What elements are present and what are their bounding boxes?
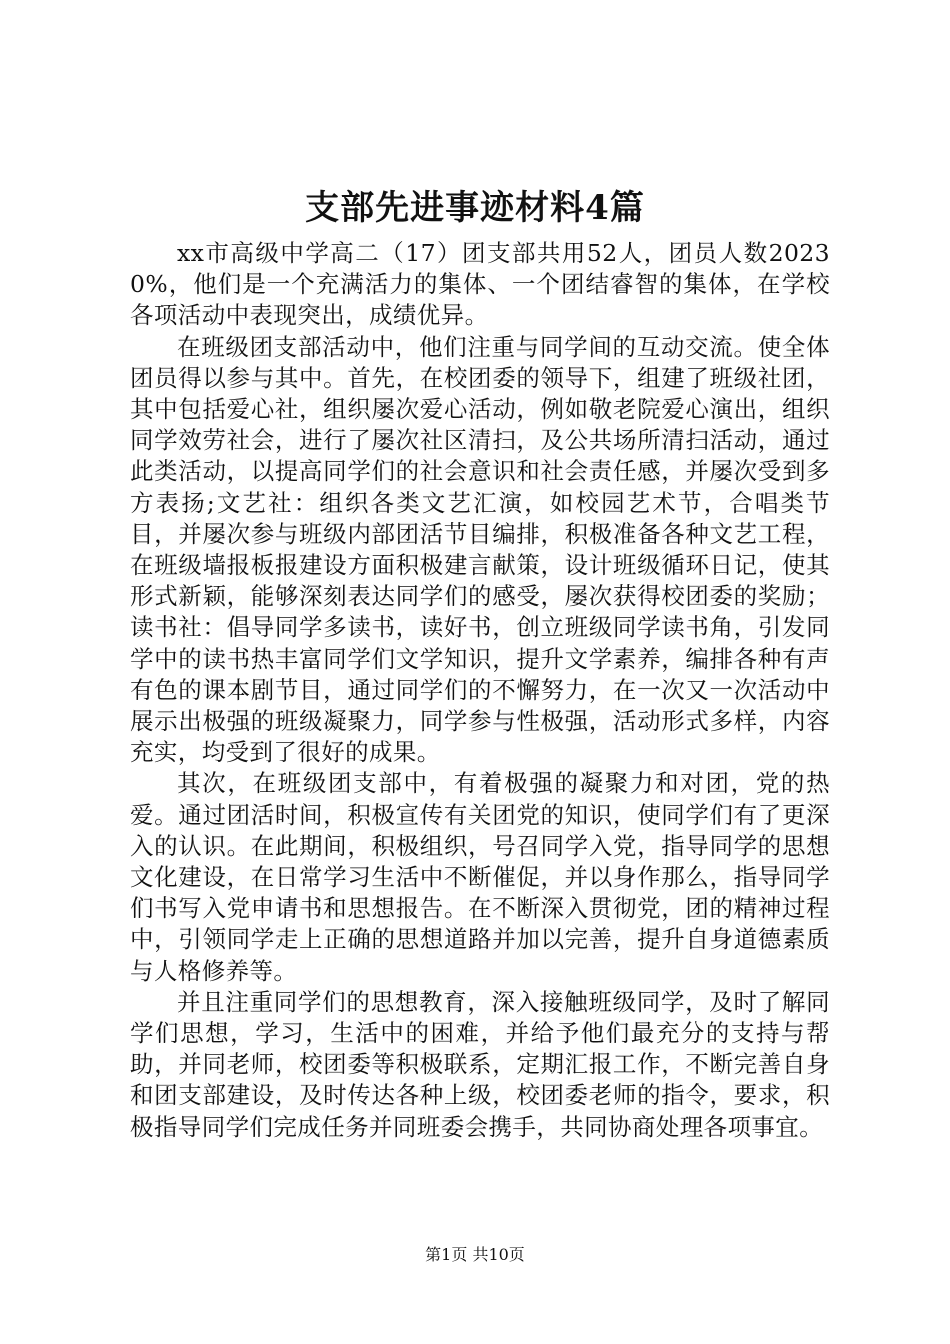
paragraph-party-spirit: 其次，在班级团支部中，有着极强的凝聚力和对团，党的热爱。通过团活时间，积极宣传有关团党的知识，使同学们有了更深入的认识。在此期间，积极组织，号召同学入党，指导同学的思想文化建设，在日常学习生活中不断催促，并以身作那么，指导同学们书写入党申请书和思想报告。在不断深入贯彻党，团的精神过程中，引领同学走上正确的思想道路并加以完善，提升自身道德素质与人格修养等。 (130, 769, 830, 985)
paragraph-intro: xx市高级中学高二（17）团支部共用52人，团员人数20230%，他们是一个充满活力的集体、一个团结睿智的集体，在学校各项活动中表现突出，成绩优异。 (130, 239, 830, 330)
paragraph-activities: 在班级团支部活动中，他们注重与同学间的互动交流。使全体团员得以参与其中。首先，在校团委的领导下，组建了班级社团，其中包括爱心社，组织屡次爱心活动，例如敬老院爱心演出，组织同学效劳社会，进行了屡次社区清扫，及公共场所清扫活动，通过此类活动，以提高同学们的社会意识和社会责任感，并屡次受到多方表扬;文艺社：组织各类文艺汇演，如校园艺术节，合唱类节目，并屡次参与班级内部团活节目编排，积极准备各种文艺工程，在班级墙报板报建设方面积极建言献策，设计班级循环日记，使其形式新颖，能够深刻表达同学们的感受，屡次获得校团委的奖励；读书社：倡导同学多读书，读好书，创立班级同学读书角，引发同学中的读书热丰富同学们文学知识，提升文学素养，编排各种有声有色的课本剧节目，通过同学们的不懈努力，在一次又一次活动中展示出极强的班级凝聚力，同学参与性极强，活动形式多样，内容充实，均受到了很好的成果。 (130, 332, 830, 767)
document-body (130, 238, 830, 1143)
document-title: 支部先进事迹材料4篇 (305, 188, 645, 228)
paragraph-ideological-education: 并且注重同学们的思想教育，深入接触班级同学，及时了解同学们思想，学习，生活中的困难，并给予他们最充分的支持与帮助，并同老师，校团委等积极联系，定期汇报工作，不断完善自身和团支部建设，及时传达各种上级，校团委老师的指令，要求，积极指导同学们完成任务并同班委会携手，共同协商处理各项事宜。 (130, 987, 830, 1141)
page-number-footer: 第1页 共10页 (425, 1245, 525, 1264)
